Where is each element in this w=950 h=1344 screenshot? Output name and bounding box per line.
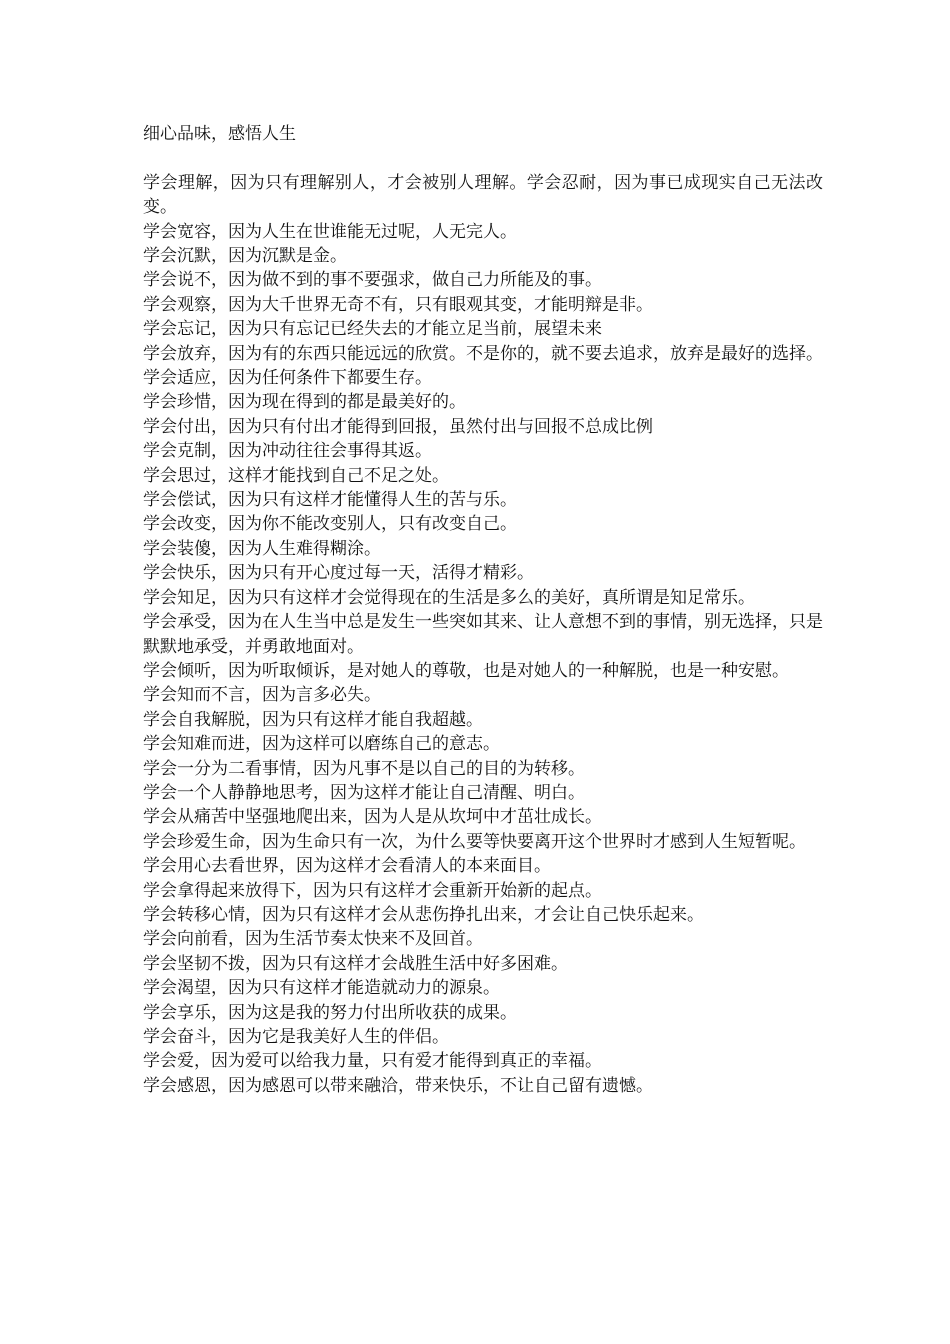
paragraph: 学会一分为二看事情，因为凡事不是以自己的目的为转移。 [143, 758, 585, 779]
paragraph: 学会拿得起来放得下，因为只有这样才会重新开始新的起点。 [143, 880, 602, 901]
paragraph: 学会宽容，因为人生在世谁能无过呢，人无完人。 [143, 221, 517, 242]
paragraph: 学会倾听，因为听取倾诉，是对她人的尊敬，也是对她人的一种解脱，也是一种安慰。 [143, 660, 789, 681]
paragraph: 学会沉默，因为沉默是金。 [143, 246, 347, 266]
paragraph: 学会改变，因为你不能改变别人，只有改变自己。 [143, 514, 517, 535]
paragraph-list [143, 171, 823, 1098]
paragraph: 学会装傻，因为人生难得糊涂。 [143, 538, 381, 559]
paragraph: 学会知足，因为只有这样才会觉得现在的生活是多么的美好，真所谓是知足常乐。 [143, 587, 755, 608]
paragraph: 学会观察，因为大千世界无奇不有，只有眼观其变，才能明辩是非。 [143, 294, 653, 315]
paragraph: 学会从痛苦中坚强地爬出来，因为人是从坎坷中才茁壮成长。 [143, 807, 602, 828]
paragraph: 学会一个人静静地思考，因为这样才能让自己清醒、明白。 [143, 782, 585, 803]
paragraph: 学会偿试，因为只有这样才能懂得人生的苦与乐。 [143, 490, 517, 511]
paragraph: 学会克制，因为冲动往往会事得其返。 [143, 441, 432, 462]
paragraph: 学会坚韧不拨，因为只有这样才会战胜生活中好多困难。 [143, 953, 568, 974]
paragraph: 学会放弃，因为有的东西只能远远的欣赏。不是你的，就不要去追求，放弃是最好的选择。 [143, 343, 823, 364]
paragraph: 学会思过，这样才能找到自己不足之处。 [143, 465, 449, 486]
paragraph: 学会说不，因为做不到的事不要强求，做自己力所能及的事。 [143, 270, 602, 291]
paragraph: 学会珍爱生命，因为生命只有一次，为什么要等快要离开这个世界时才感到人生短暂呢。 [143, 831, 806, 852]
paragraph: 学会付出，因为只有付出才能得到回报，虽然付出与回报不总成比例 [143, 416, 653, 437]
document-title: 细心品味，感悟人生 [143, 124, 296, 144]
paragraph: 学会渴望，因为只有这样才能造就动力的源泉。 [143, 978, 500, 999]
paragraph: 学会享乐，因为这是我的努力付出所收获的成果。 [143, 1002, 517, 1023]
paragraph: 学会向前看，因为生活节奏太快来不及回首。 [143, 929, 483, 950]
paragraph: 学会知而不言，因为言多必失。 [143, 685, 381, 706]
paragraph: 学会理解，因为只有理解别人，才会被别人理解。学会忍耐，因为事已成现实自己无法改变。 [143, 172, 823, 218]
blank-line [143, 146, 823, 170]
paragraph: 学会爱，因为爱可以给我力量，只有爱才能得到真正的幸福。 [143, 1051, 602, 1072]
paragraph: 学会转移心情，因为只有这样才会从悲伤挣扎出来，才会让自己快乐起来。 [143, 904, 704, 925]
paragraph: 学会珍惜，因为现在得到的都是最美好的。 [143, 392, 466, 413]
paragraph: 学会忘记，因为只有忘记已经失去的才能立足当前，展望未来 [143, 319, 602, 340]
paragraph: 学会用心去看世界，因为这样才会看清人的本来面目。 [143, 856, 551, 877]
paragraph: 学会快乐，因为只有开心度过每一天，活得才精彩。 [143, 563, 534, 584]
paragraph: 学会奋斗，因为它是我美好人生的伴侣。 [143, 1027, 449, 1047]
paragraph: 学会承受，因为在人生当中总是发生一些突如其来、让人意想不到的事情，别无选择，只是默默地承受，并勇敢地面对。 [143, 612, 823, 657]
paragraph: 学会知难而进，因为这样可以磨练自己的意志。 [143, 734, 500, 755]
paragraph: 学会感恩，因为感恩可以带来融洽，带来快乐，不让自己留有遗憾。 [143, 1075, 653, 1096]
document-page [143, 122, 823, 1098]
paragraph: 学会自我解脱，因为只有这样才能自我超越。 [143, 709, 483, 730]
paragraph: 学会适应，因为任何条件下都要生存。 [143, 368, 432, 389]
